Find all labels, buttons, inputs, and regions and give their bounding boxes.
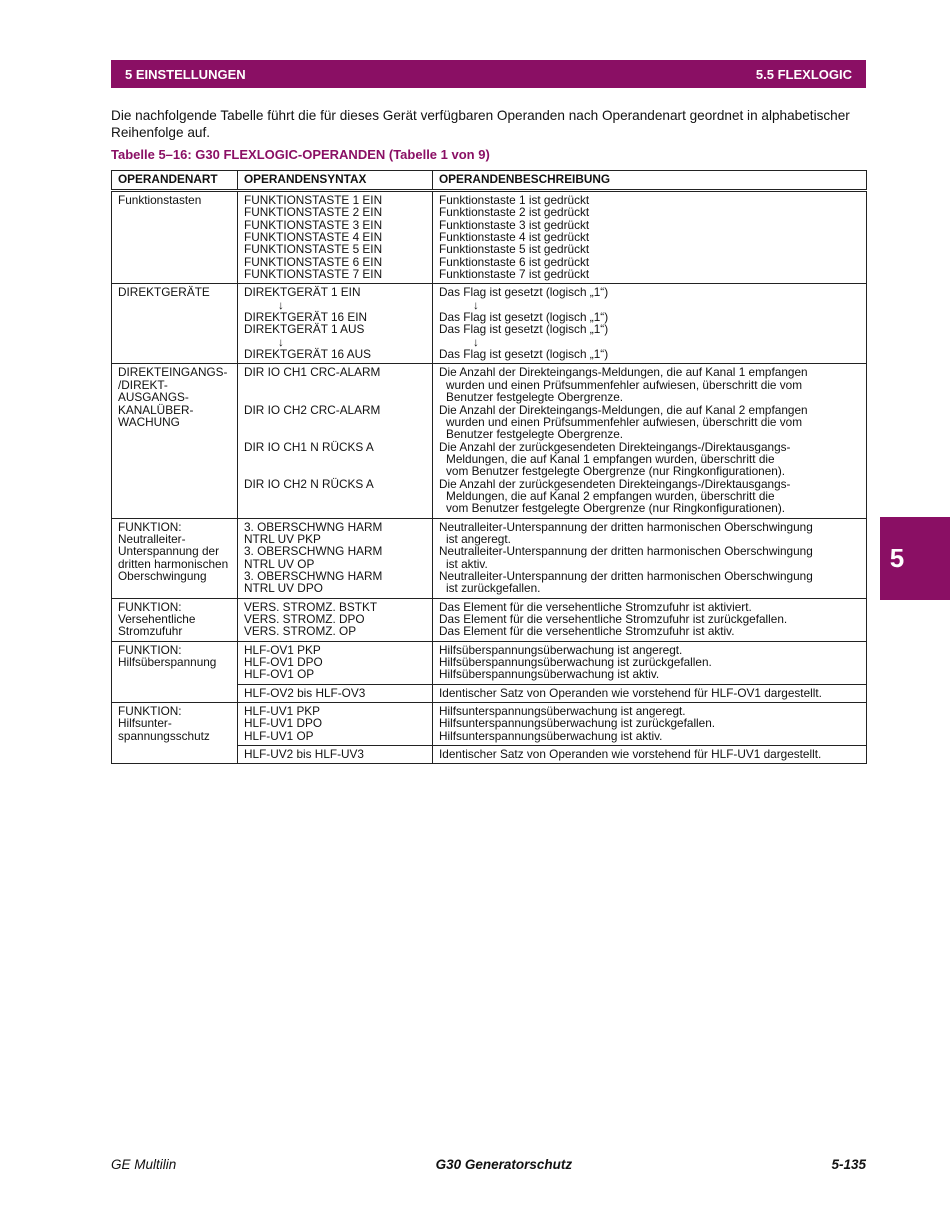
cell-line: ↓ [278,297,284,312]
cell-line: Neutralleiter-Unterspannung der dritten harmonischen Oberschwingung [439,544,813,559]
cell-line: HLF-OV1 DPO [244,655,323,670]
cell-line: ↓ [473,334,479,349]
table-row [112,598,867,641]
cell-line [244,391,428,403]
table-row [112,518,867,598]
operand-type-cell [112,518,238,598]
cell-line: DIREKTGERÄTE [118,285,210,300]
cell-line [244,416,428,428]
cell-line: Funktionstaste 3 ist gedrückt [439,217,590,232]
cell-line: Funktionstasten [118,193,202,207]
cell-line: Das Element für die versehentliche Stromzufuhr ist aktiviert. [439,599,752,614]
footer-product: G30 Generatorschutz [435,1157,573,1172]
table-row [112,284,867,364]
cell-line: DIREKTGERÄT 1 EIN [244,285,361,300]
description-cell [433,703,867,746]
operand-type-cell [112,598,238,641]
cell-line: ist aktiv. [446,556,488,571]
cell-line: Das Flag ist gesetzt (logisch „1“) [439,322,609,337]
cell-line: HLF-OV1 PKP [244,642,321,657]
cell-line: Hilfsüberspannungsüberwachung ist aktiv. [439,667,660,682]
section-header-bar [111,60,866,88]
cell-line: Hilfsunterspannungsüberwachung ist zurückgefallen. [439,716,716,731]
intro-paragraph: Die nachfolgende Tabelle führt die für dieses Gerät verfügbaren Operanden nach Operandenart geordnet in alphabetischer Reihenfolge auf. [111,108,850,140]
cell-line: Das Element für die versehentliche Stromzufuhr ist aktiv. [439,624,735,639]
cell-line: DIREKTGERÄT 16 EIN [244,310,368,325]
column-header-description: OPERANDENBESCHREIBUNG [433,171,867,191]
cell-line: Funktionstaste 4 ist gedrückt [439,230,590,245]
description-cell [433,191,867,284]
cell-line: Funktionstaste 5 ist gedrückt [439,242,590,257]
operand-type-cell [112,641,238,702]
cell-line: VERS. STROMZ. OP [244,624,357,639]
cell-line: DIREKTEINGANGS- [118,365,228,380]
cell-line: DIR IO CH2 N RÜCKS A [244,476,374,491]
cell-line: Meldungen, die auf Kanal 2 empfangen wurden, überschritt die [446,488,775,503]
cell-line: ↓ [473,297,479,312]
cell-line: Oberschwingung [118,568,207,583]
description-cell: Identischer Satz von Operanden wie vorstehend für HLF-UV1 dargestellt. [433,746,867,764]
syntax-cell: HLF-OV2 bis HLF-OV3 [238,684,433,702]
cell-line: FUNKTIONSTASTE 1 EIN [244,193,383,207]
cell-line: FUNKTIONSTASTE 5 EIN [244,242,383,257]
cell-line: Benutzer festgelegte Obergrenze. [446,427,624,442]
cell-line: Hilfsunterspannungsüberwachung ist aktiv. [439,728,663,743]
cell-line: HLF-UV1 OP [244,728,314,743]
cell-line: FUNKTION: [118,599,182,614]
cell-line: FUNKTION: [118,642,182,657]
cell-line: FUNKTIONSTASTE 6 EIN [244,254,383,269]
description-cell [433,284,867,364]
description-cell [433,641,867,684]
description-cell [433,364,867,518]
cell-line: AUSGANGS- [118,390,189,405]
cell-line: Die Anzahl der Direkteingangs-Meldungen, die auf Kanal 2 empfangen [439,402,808,417]
table-row [112,703,867,746]
cell-line: Funktionstaste 6 ist gedrückt [439,254,590,269]
table-row [112,191,867,284]
cell-line [244,379,428,391]
cell-line: ist angeregt. [446,531,511,546]
cell-line: DIR IO CH2 CRC-ALARM [244,402,381,417]
cell-line: Unterspannung der [118,544,219,559]
cell-line: Die Anzahl der zurückgesendeten Direkteingangs-/Direktausgangs- [439,439,791,454]
cell-line: HLF-OV1 OP [244,667,315,682]
cell-line: Benutzer festgelegte Obergrenze. [446,390,624,405]
cell-line: FUNKTION: [118,704,182,719]
cell-line: Meldungen, die auf Kanal 1 empfangen wurden, überschritt die [446,451,775,466]
cell-line: DIREKTGERÄT 16 AUS [244,347,371,362]
cell-line: FUNKTIONSTASTE 4 EIN [244,230,383,245]
cell-line: ist zurückgefallen. [446,581,541,596]
table-title: Tabelle 5–16: G30 FLEXLOGIC-OPERANDEN (Tabelle 1 von 9) [111,147,490,162]
cell-line: NTRL UV DPO [244,581,323,596]
chapter-tab [880,517,950,600]
cell-line: FUNKTIONSTASTE 3 EIN [244,217,383,232]
cell-line: Funktionstaste 1 ist gedrückt [439,193,590,207]
cell-line: Das Flag ist gesetzt (logisch „1“) [439,347,609,362]
cell-line: Die Anzahl der Direkteingangs-Meldungen, die auf Kanal 1 empfangen [439,365,808,380]
syntax-cell [238,598,433,641]
footer-page-number: 5-135 [831,1157,866,1172]
syntax-cell [238,518,433,598]
cell-line: NTRL UV OP [244,556,315,571]
cell-line: vom Benutzer festgelegte Obergrenze (nur Ringkonfigurationen). [446,501,786,516]
description-cell [433,598,867,641]
page-footer [111,1157,866,1172]
cell-line: WACHUNG [118,414,180,429]
cell-line [244,465,428,477]
description-cell: Identischer Satz von Operanden wie vorstehend für HLF-OV1 dargestellt. [433,684,867,702]
chapter-tab-number: 5 [889,543,905,573]
cell-line: spannungsschutz [118,728,210,743]
cell-line: 3. OBERSCHWNG HARM [244,568,383,583]
cell-line: HLF-UV1 DPO [244,716,323,731]
cell-line: HLF-UV1 PKP [244,704,321,719]
cell-line: Hilfsüberspannung [118,655,217,670]
operand-type-cell [112,191,238,284]
cell-line: Das Flag ist gesetzt (logisch „1“) [439,310,609,325]
cell-line: VERS. STROMZ. BSTKT [244,599,378,614]
operand-type-cell [112,284,238,364]
cell-line: DIREKTGERÄT 1 AUS [244,322,365,337]
syntax-cell [238,191,433,284]
cell-line: VERS. STROMZ. DPO [244,612,365,626]
syntax-cell: HLF-UV2 bis HLF-UV3 [238,746,433,764]
cell-line: DIR IO CH1 CRC-ALARM [244,365,381,380]
section-label: 5.5 FLEXLOGIC [755,66,852,82]
syntax-cell [238,284,433,364]
operand-type-cell [112,364,238,518]
syntax-cell [238,364,433,518]
cell-line: Neutralleiter-Unterspannung der dritten harmonischen Oberschwingung [439,519,813,534]
cell-line: FUNKTIONSTASTE 2 EIN [244,205,383,220]
cell-line: DIR IO CH1 N RÜCKS A [244,439,374,454]
cell-line: Hilfsunterspannungsüberwachung ist angeregt. [439,704,686,719]
operand-type-cell [112,703,238,764]
cell-line: Funktionstaste 2 ist gedrückt [439,205,590,220]
cell-line: Stromzufuhr [118,624,183,639]
cell-line: 3. OBERSCHWNG HARM [244,519,383,534]
operands-table [111,170,867,764]
cell-line: FUNKTIONSTASTE 7 EIN [244,267,383,282]
cell-line [244,453,428,465]
cell-line: dritten harmonischen [118,556,229,571]
cell-line: Die Anzahl der zurückgesendeten Direkteingangs-/Direktausgangs- [439,476,791,491]
table-row [112,641,867,684]
cell-line: ↓ [278,334,284,349]
cell-line: Funktionstaste 7 ist gedrückt [439,267,590,282]
cell-line: wurden und einen Prüfsummenfehler aufwiesen, überschritt die vom [446,414,803,429]
cell-line: Neutralleiter- [118,531,186,546]
table-row [112,364,867,518]
cell-line: Hilfsüberspannungsüberwachung ist angeregt. [439,642,683,657]
cell-line: vom Benutzer festgelegte Obergrenze (nur Ringkonfigurationen). [446,464,786,479]
cell-line [244,428,428,440]
syntax-cell [238,703,433,746]
description-cell [433,518,867,598]
cell-line: Das Flag ist gesetzt (logisch „1“) [439,285,609,300]
cell-line: /DIREKT- [118,377,168,392]
column-header-type: OPERANDENART [112,171,238,191]
cell-line: Hilfsüberspannungsüberwachung ist zurückgefallen. [439,655,712,670]
column-header-syntax: OPERANDENSYNTAX [238,171,433,191]
syntax-cell [238,641,433,684]
cell-line: FUNKTION: [118,519,182,534]
chapter-label: 5 EINSTELLUNGEN [125,66,246,82]
cell-line: wurden und einen Prüfsummenfehler aufwiesen, überschritt die vom [446,377,803,392]
cell-line: KANALÜBER- [118,402,194,417]
table-body [112,191,867,764]
table-header-row [112,171,867,191]
cell-line: NTRL UV PKP [244,531,321,546]
cell-line: Hilfsunter- [118,716,172,731]
cell-line: 3. OBERSCHWNG HARM [244,544,383,559]
cell-line: Neutralleiter-Unterspannung der dritten harmonischen Oberschwingung [439,568,813,583]
cell-line: Das Element für die versehentliche Stromzufuhr ist zurückgefallen. [439,612,788,626]
cell-line: Versehentliche [118,612,196,626]
footer-company: GE Multilin [111,1157,177,1172]
